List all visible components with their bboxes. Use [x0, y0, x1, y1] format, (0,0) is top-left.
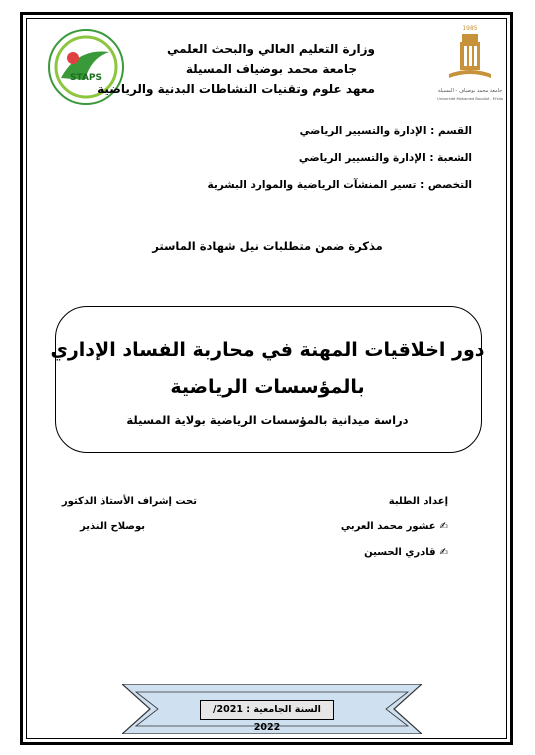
student-name-1-text: عشور محمد العربي	[340, 521, 436, 532]
memo-statement: مذكرة ضمن متطلبات نيل شهادة الماستر	[152, 239, 383, 253]
institute-name: معهد علوم وتقنيات النشاطات البدنية والرياضية	[97, 82, 375, 96]
logo-right-caption-en: Université Mohamed Boudiaf - M'sila	[437, 97, 503, 101]
thesis-title-line1: دور اخلاقيات المهنة في محاربة الفساد الإداري	[50, 339, 485, 361]
academic-year: السنة الجامعية : 2021/ 2022	[200, 700, 334, 720]
branch-line: الشعبة : الإدارة والتسيير الرياضي	[298, 152, 472, 164]
university-logo	[435, 22, 505, 108]
thesis-subtitle: دراسة ميدانية بالمؤسسات الرياضية بولاية المسيلة	[126, 413, 409, 427]
thesis-title-line2: بالمؤسسات الرياضية	[170, 376, 365, 398]
logo-right-year: 1985	[462, 25, 478, 32]
student-name-2	[364, 547, 448, 558]
specialty-line: التخصص : تسير المنشآت الرياضية والموارد البشرية	[207, 179, 472, 191]
supervisor-heading: تحت إشراف الأستاذ الدكتور	[61, 496, 197, 507]
ministry-name: وزارة التعليم العالي والبحث العلمي	[166, 42, 375, 56]
student-name-2-text: قادري الحسين	[364, 547, 436, 558]
university-name: جامعة محمد بوضياف المسيلة	[185, 62, 357, 76]
student-name-1	[341, 521, 448, 532]
pen-icon: ✍	[439, 521, 448, 532]
department-line: القسم : الإدارة والتسيير الرياضي	[299, 125, 472, 137]
supervisor-name: بوصلاح النذير	[80, 521, 145, 532]
logo-right-caption: جامعة محمد بوضياف - المسيلة	[437, 88, 503, 94]
pen-icon: ✍	[439, 547, 448, 558]
logo-left-text: STAPS	[70, 73, 102, 83]
students-heading: إعداد الطلبة	[388, 496, 448, 507]
